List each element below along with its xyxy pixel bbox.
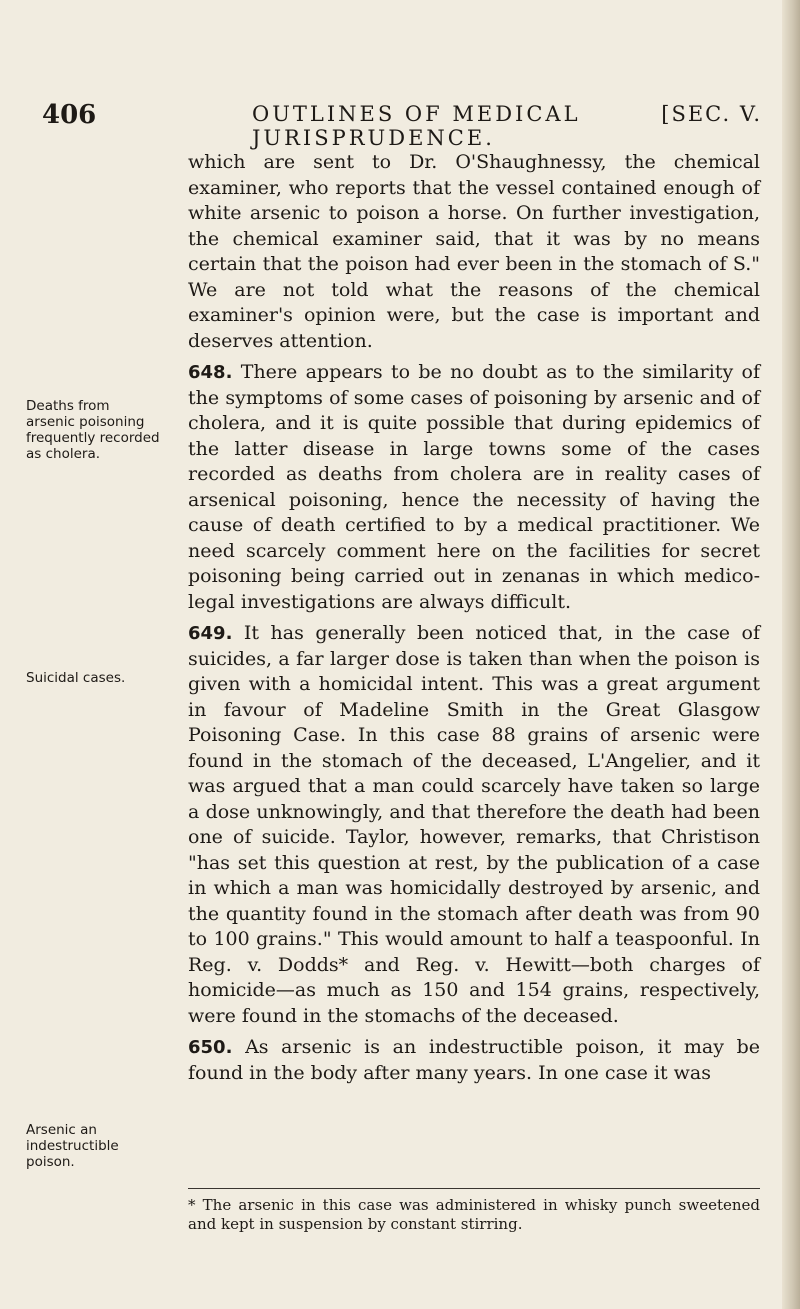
running-title: OUTLINES OF MEDICAL JURISPRUDENCE. [252,102,581,150]
paragraph-648 [188,360,760,615]
paragraph-650 [188,1035,760,1086]
body-text [188,150,760,1086]
section-reference: [SEC. V. [661,102,762,126]
paragraph-649-text: It has generally been noticed that, in the case of suicides, a far larger dose is taken than when the poison is given with a homicidal intent. This was a great argument in favour of Madeline Smith in the Great Glasgow Poisoning Case. In this case 88 grains of arsenic were found in the stomach of the deceased, L'Angelier, and it was argued that a man could scarcely have taken so large a dose unknowingly, and that therefore the death had been one of suicide. Taylor, however, remarks, that Christison "has set this question at rest, by the publication of a case in which a man was homicidally destroyed by arsenic, and the quantity found in the stomach after death was from 90 to 100 grains." This would amount to half a teaspoonful. In Reg. v. Dodds* and Reg. v. Hewitt—both charges of homicide—as much as 150 and 154 grains, respectively, were found in the stomachs of the deceased. [188,622,761,1027]
page-header [42,100,762,150]
side-note-649: Suicidal cases. [26,670,126,686]
paragraph-number-649: 649. [188,623,233,644]
paragraph-649 [188,621,760,1029]
page-edge-shadow [782,0,800,1309]
side-note-650: Arsenic an indestructible poison. [26,1122,119,1170]
side-note-648: Deaths from arsenic poisoning frequently recorded as cholera. [26,398,160,462]
paragraph-number-648: 648. [188,362,233,383]
page-number: 406 [42,100,97,130]
footnote-rule [188,1188,760,1189]
intro-paragraph: which are sent to Dr. O'Shaughnessy, the chemical examiner, who reports that the vessel contained enough of white arsenic to poison a horse. On further investigation, the chemical examiner said, that it was by no means certain that the poison had ever been in the stomach of S." We are not told what the reasons of the chemical examiner's opinion were, but the case is important and deserves attention. [188,151,760,352]
paragraph-648-text: There appears to be no doubt as to the similarity of the symptoms of some cases of poisoning by arsenic and of cholera, and it is quite possible that during epidemics of the latter disease in large towns some of the cases recorded as deaths from cholera are in reality cases of arsenical poisoning, hence the necessity of having the cause of death certified to by a medical practitioner. We need scarcely comment here on the facilities for secret poisoning being carried out in zenanas in which medico-legal investigations are always difficult. [188,361,760,613]
paragraph-number-650: 650. [188,1037,233,1058]
footnote: * The arsenic in this case was administered in whisky punch sweetened and kept in suspension by constant stirring. [188,1196,760,1233]
paragraph-650-text: As arsenic is an indestructible poison, it may be found in the body after many years. In one case it was [188,1036,760,1084]
